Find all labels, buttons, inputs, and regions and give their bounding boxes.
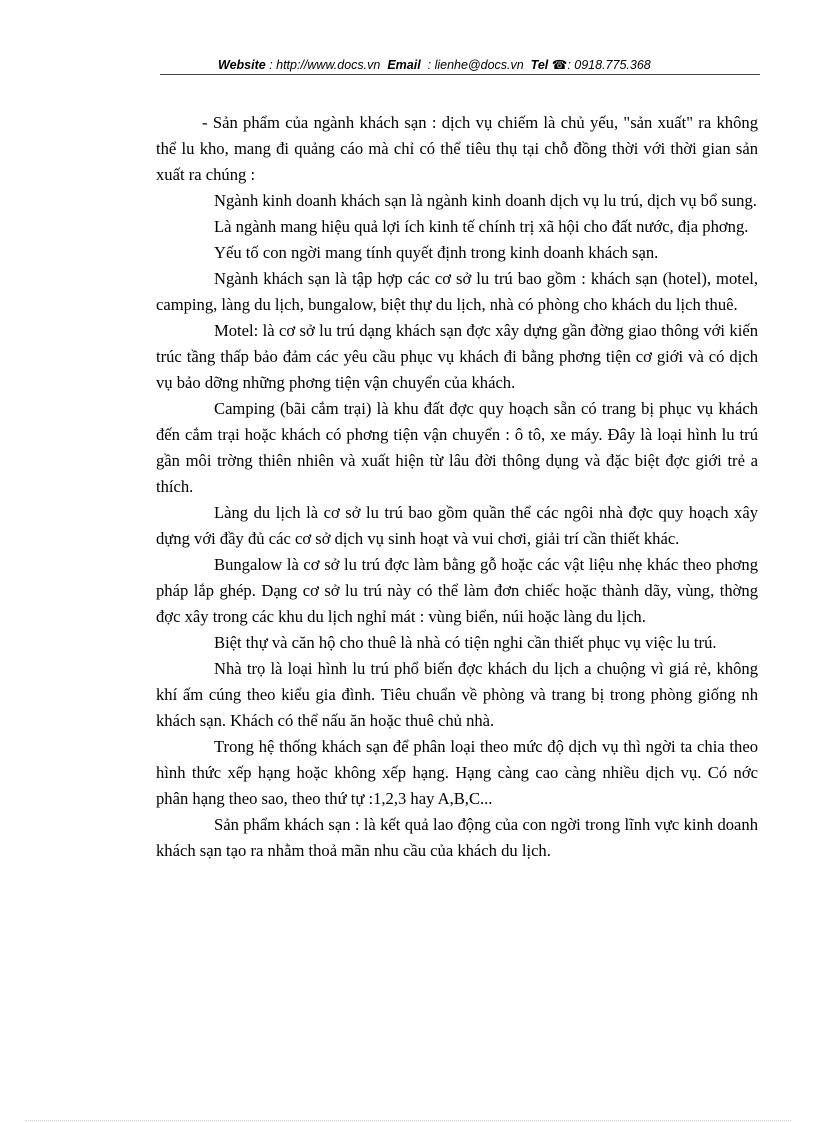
paragraph: - Sản phẩm của ngành khách sạn : dịch vụ chiếm là chủ yếu, "sản xuất" ra không thể lu kho, mang đi quảng cáo mà chỉ có thể tiêu thụ tại chỗ đồng thời với thời gian sản xuất ra chúng : [156, 113, 758, 184]
paragraph: Trong hệ thống khách sạn để phân loại theo mức độ dịch vụ thì ngời ta chia theo hình thức xếp hạng hoặc không xếp hạng. Hạng càng cao càng nhiều dịch vụ. Có nớc phân hạng theo sao, theo thứ tự :1,2,3 hay A,B,C... [156, 737, 758, 808]
paragraph: Ngành kinh doanh khách sạn là ngành kinh doanh dịch vụ lu trú, dịch vụ bổ sung. [214, 191, 757, 210]
document-body [156, 110, 758, 864]
paragraph: Motel: là cơ sở lu trú dạng khách sạn đợc xây dựng gần đờng giao thông với kiến trúc tầng thấp bảo đảm các yêu cầu phục vụ khách đi bằng phơng tiện cơ giới và có dịch vụ bảo dỡng những phơng tiện vận chuyển của khách. [156, 321, 758, 392]
paragraph: Sản phẩm khách sạn : là kết quả lao động của con ngời trong lĩnh vực kinh doanh khách sạn tạo ra nhằm thoả mãn nhu cầu của khách du lịch. [156, 815, 758, 860]
footer-divider [25, 1120, 791, 1121]
header-divider [160, 74, 760, 75]
tel-label: Tel [530, 58, 549, 72]
email-address: : lienhe@docs.vn [427, 58, 524, 72]
paragraph: Biệt thự và căn hộ cho thuê là nhà có tiện nghi cần thiết phục vụ việc lu trú. [214, 633, 717, 652]
tel-number: : 0918.775.368 [567, 58, 651, 72]
header-contact-line [218, 57, 651, 72]
paragraph: Ngành khách sạn là tập hợp các cơ sở lu trú bao gồm : khách sạn (hotel), motel, camping, làng du lịch, bungalow, biệt thự du lịch, nhà có phòng cho khách du lịch thuê. [156, 269, 758, 314]
paragraph: Làng du lịch là cơ sở lu trú bao gồm quần thể các ngôi nhà đợc quy hoạch xây dựng với đầy đủ các cơ sở dịch vụ sinh hoạt và vui chơi, giải trí cần thiết khác. [156, 503, 758, 548]
paragraph: Là ngành mang hiệu quả lợi ích kinh tế chính trị xã hội cho đất nước, địa phơng. [214, 217, 749, 236]
paragraph: Nhà trọ là loại hình lu trú phổ biến đợc khách du lịch a chuộng vì giá rẻ, không khí ấm cúng theo kiểu gia đình. Tiêu chuẩn về phòng và trang bị trong phòng giống nh khách sạn. Khách có thể nấu ăn hoặc thuê chủ nhà. [156, 659, 758, 730]
phone-icon: ☎ [551, 58, 568, 72]
paragraph: Yếu tố con ngời mang tính quyết định trong kinh doanh khách sạn. [214, 243, 659, 262]
page-header [160, 57, 760, 75]
email-label: Email [387, 58, 421, 72]
paragraph: Camping (bãi cắm trại) là khu đất đợc quy hoạch sẵn có trang bị phục vụ khách đến cắm trại hoặc khách có phơng tiện vận chuyển : ô tô, xe máy. Đây là loại hình lu trú gần môi trờng thiên nhiên và xuất hiện từ lâu đời thông dụng và đặc biệt đợc giới trẻ a thích. [156, 399, 758, 496]
paragraph: Bungalow là cơ sở lu trú đợc làm bằng gỗ hoặc các vật liệu nhẹ khác theo phơng pháp lắp ghép. Dạng cơ sở lu trú này có thể làm đơn chiếc hoặc thành dãy, vùng, thờng đợc xây trong các khu du lịch nghỉ mát : vùng biển, núi hoặc làng du lịch. [156, 555, 758, 626]
website-url: : http://www.docs.vn [269, 58, 381, 72]
website-label: Website [218, 58, 266, 72]
